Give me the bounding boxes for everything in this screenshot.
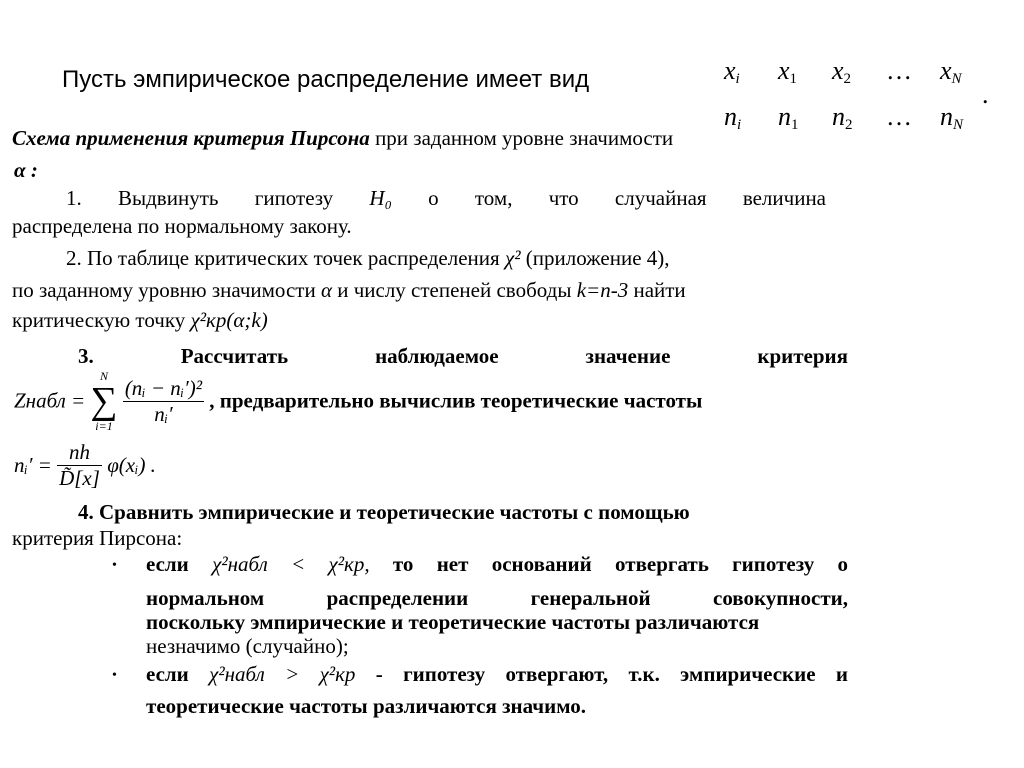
bullet1-text: то нет оснований отвергать гипотезу о (392, 552, 849, 576)
bullet2-if: если (146, 662, 189, 686)
step3-line1 (78, 344, 848, 369)
step3-word3: значение (585, 344, 671, 368)
bullet1-condition: χ²набл < χ²кр, (212, 552, 370, 576)
step2-line3 (12, 308, 268, 333)
table-cell-ellipsis-2: … (886, 102, 912, 131)
table-cell-nN: $n_N$ (940, 102, 964, 133)
step2-k: k=n-3 (576, 278, 629, 302)
table-cell-ni: $n_i$ (724, 102, 742, 133)
step2-text-f: критическую точку (12, 308, 186, 332)
bullet-1: • (112, 558, 117, 573)
bullet1-line3: поскольку эмпирические и теоретические частоты различаются (146, 610, 760, 634)
heading-line (12, 126, 673, 151)
table-cell-n2: $n_2$ (832, 102, 853, 133)
sum-lower-limit: i=1 (95, 419, 113, 433)
bullet1-if: если (146, 552, 189, 576)
step2-critical-point: χ²кр(α;k) (190, 308, 268, 332)
step1-text-a: 1. Выдвинуть гипотезу (66, 186, 334, 210)
step3-n-formula (14, 440, 156, 491)
table-cell-n1: $n_1$ (778, 102, 799, 133)
step3-word4: критерия (757, 344, 848, 368)
step2-line1 (66, 246, 670, 271)
step2-text-e: найти (633, 278, 686, 302)
formula-n-denominator: D̃[x] (59, 466, 100, 490)
bullet2-line1 (146, 662, 848, 687)
sum-upper-limit: N (100, 369, 109, 383)
step1-line2: распределена по нормальному закону. (12, 214, 352, 238)
bullet1-line4: незначимо (случайно); (146, 634, 349, 658)
bullet2-line2: теоретические частоты различаются значимо. (146, 694, 586, 718)
step1-text-b: о том, что случайная величина (428, 186, 827, 210)
distribution-table (724, 56, 984, 136)
step2-chi: χ² (504, 246, 521, 270)
step3-label: 3. Рассчитать (78, 344, 289, 368)
step4-line1: 4. Сравнить эмпирические и теоретические частоты с помощью (78, 500, 690, 524)
step2-text-d: и числу степеней свободы (337, 278, 572, 302)
step1-line1 (66, 186, 826, 211)
formula-z-fraction (123, 376, 204, 427)
bullet2-text: - гипотезу отвергают, т.к. эмпирические и (375, 662, 848, 686)
table-cell-xi: $x_i$ (724, 56, 740, 87)
formula-z-lhs: Zнабл = (14, 388, 86, 413)
step2-text-b: (приложение 4), (525, 246, 670, 270)
step2-text-a: 2. По таблице критических точек распределения (66, 246, 500, 270)
step3-formula-line (14, 370, 848, 432)
table-cell-xN: $x_N$ (940, 56, 962, 87)
table-end-mark: . (982, 80, 989, 109)
step1-h0: H₀ (369, 186, 392, 210)
bullet1-line2: нормальном распределении генеральной совокупности, (146, 586, 848, 610)
step2-text-c: по заданному уровню значимости (12, 278, 316, 302)
formula-n-fraction (57, 440, 102, 491)
heading: Схема применения критерия Пирсона (12, 126, 370, 150)
formula-n-numerator: nh (57, 440, 102, 466)
formula-n-rest: φ(xᵢ) . (107, 453, 156, 477)
bullet1-line1 (146, 552, 848, 577)
formula-n-lhs: nᵢ′ = (14, 453, 52, 477)
step3-word2: наблюдаемое (375, 344, 499, 368)
heading-rest: при заданном уровне значимости (375, 126, 674, 150)
alpha-line: α : (14, 158, 38, 182)
table-cell-x1: $x_1$ (778, 56, 798, 87)
bullet2-condition: χ²набл > χ²кр (209, 662, 356, 686)
step3-rest: , предварительно вычислив теоретические частоты (209, 388, 703, 413)
sum-symbol: N ∑ i=1 (90, 369, 118, 433)
table-cell-x2: $x_2$ (832, 56, 852, 87)
formula-z-numerator: (nᵢ − nᵢ′)² (124, 375, 203, 400)
table-cell-ellipsis: … (886, 56, 912, 85)
slide-intro-text: Пусть эмпирическое распределение имеет вид (62, 66, 590, 93)
formula-z-denominator: nᵢ′ (154, 401, 173, 426)
bullet-2: • (112, 668, 117, 683)
step2-line2 (12, 278, 686, 303)
step4-line2: критерия Пирсона: (12, 526, 183, 550)
step2-alpha: α (320, 278, 332, 302)
